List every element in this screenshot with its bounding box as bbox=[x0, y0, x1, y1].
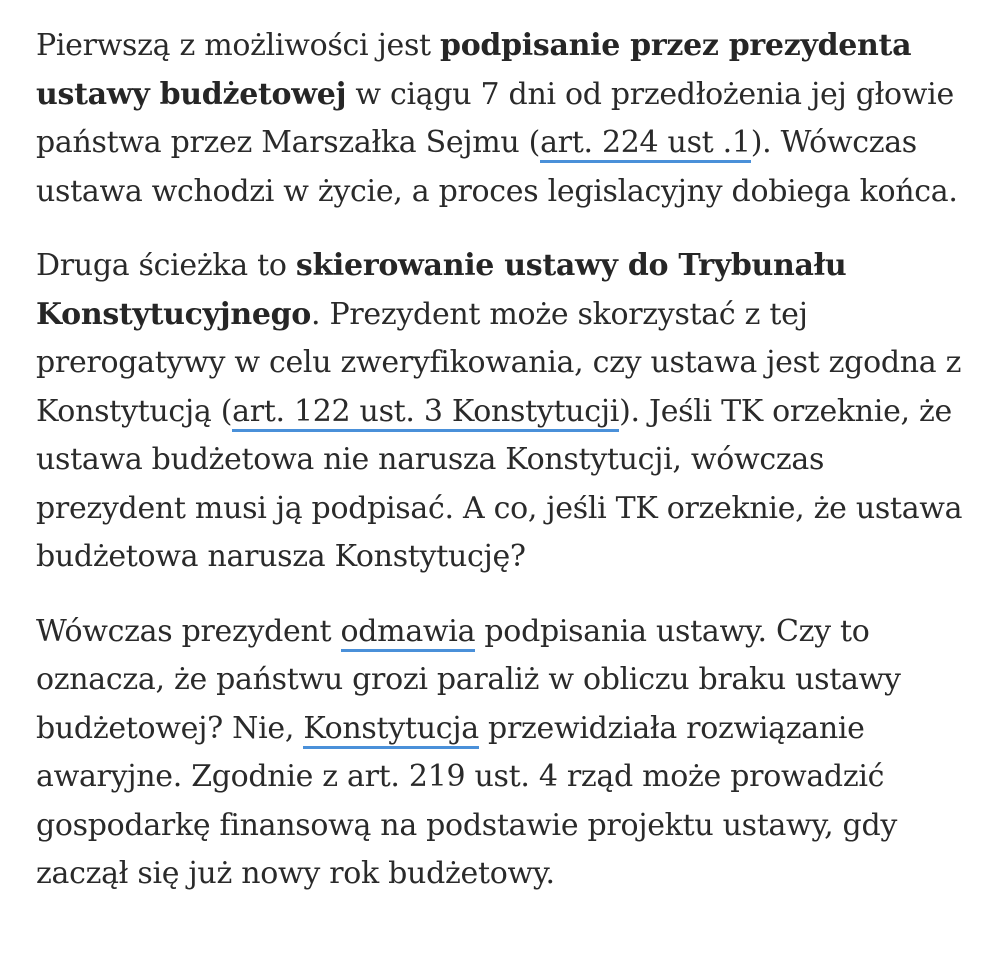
link-art-122[interactable]: art. 122 ust. 3 Konstytucji bbox=[232, 394, 619, 432]
link-art-224[interactable]: art. 224 ust .1 bbox=[540, 125, 751, 163]
paragraph-1-text-3: ). Wówczas ustawa wchodzi w życie, a proces legislacyjny dobiega końca. bbox=[36, 125, 958, 209]
link-konstytucja[interactable]: Konstytucja bbox=[303, 711, 478, 749]
paragraph-1-bold-1: podpisanie przez prezydenta ustawy budżetowej bbox=[36, 28, 912, 112]
paragraph-2-text-3: ). Jeśli TK orzeknie, że ustawa budżetowa nie narusza Konstytucji, wówczas prezydent musi ją podpisać. A co, jeśli TK orzeknie, że ustawa budżetowa narusza Konstytucję? bbox=[36, 393, 963, 574]
paragraph-2 bbox=[36, 242, 970, 582]
paragraph-3 bbox=[36, 608, 970, 899]
paragraph-1 bbox=[36, 22, 970, 216]
link-odmawia[interactable]: odmawia bbox=[341, 614, 476, 652]
paragraph-1-text-2: w ciągu 7 dni od przedłożenia jej głowie państwa przez Marszałka Sejmu ( bbox=[36, 76, 954, 160]
paragraph-3-text-2: podpisania ustawy. Czy to oznacza, że państwu grozi paraliż w obliczu braku ustawy budżetowej? Nie, bbox=[36, 613, 901, 746]
paragraph-2-text-1: Druga ścieżka to bbox=[36, 248, 296, 283]
paragraph-3-text-1: Wówczas prezydent bbox=[36, 613, 341, 649]
paragraph-1-text-1: Pierwszą z możliwości jest bbox=[36, 28, 441, 63]
paragraph-3-text-3: przewidziała rozwiązanie awaryjne. Zgodnie z art. 219 ust. 4 rząd może prowadzić gospodarkę finansową na podstawie projektu ustawy, gdy zaczął się już nowy rok budżetowy. bbox=[36, 710, 898, 891]
paragraph-2-bold-1: skierowanie ustawy do Trybunału Konstytucyjnego bbox=[36, 248, 847, 332]
paragraph-2-text-2: . Prezydent może skorzystać z tej prerogatywy w celu zweryfikowania, czy ustawa jest zgodna z Konstytucją ( bbox=[36, 296, 962, 429]
